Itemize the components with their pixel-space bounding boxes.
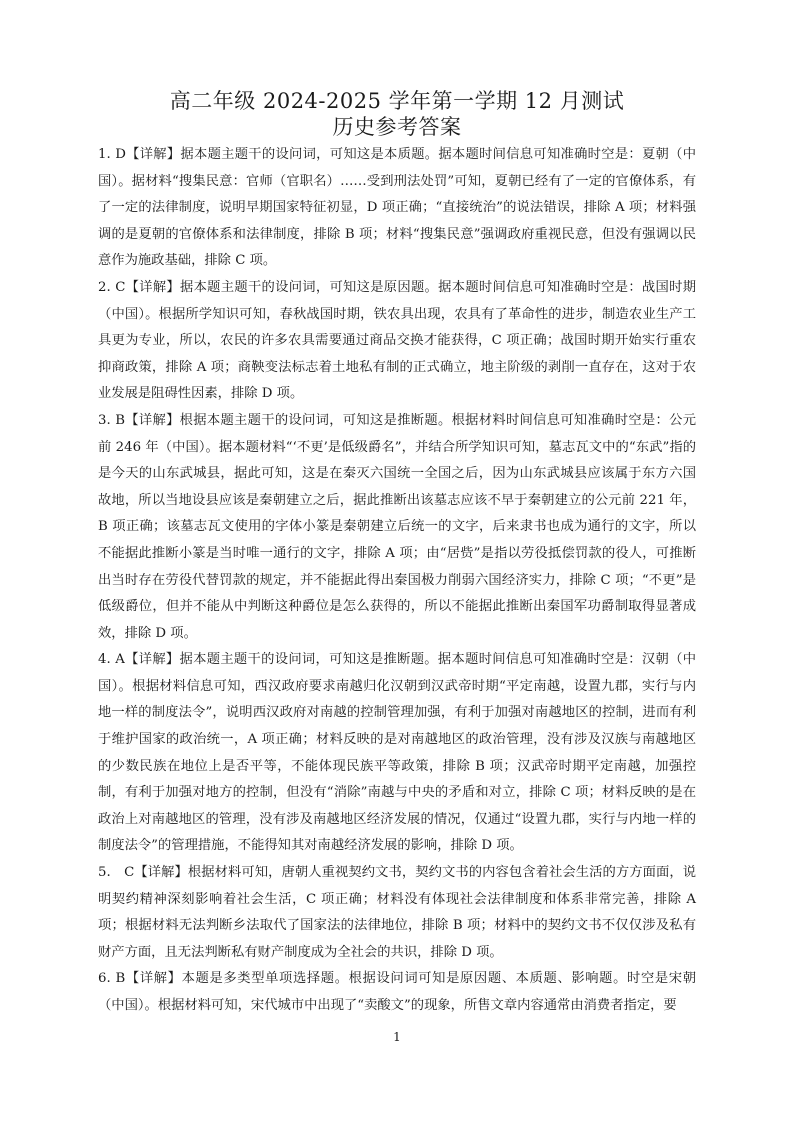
- answer-item-3: 3. B【详解】根据本题主题干的设问词，可知这是推断题。根据材料时间信息可知准确时空是：公元前 246 年（中国）。据本题材料“‘不更’是低级爵名”，并结合所学知识可知，墓志瓦文中的“东武”指的是今天的山东武城县，据此可知，这是在秦灭六国统一全国之后，因为山东武城县应该属于东方六国故地，所以当地设县应该是秦朝建立之后，据此推断出该墓志应该不早于秦朝建立的公元前 221 年，B 项正确；该墓志瓦文使用的字体小篆是秦朝建立后统一的文字，后来隶书也成为通行的文字，所以不能据此推断小篆是当时唯一通行的文字，排除 A 项；由“居赀”是指以劳役抵偿罚款的役人，可推断出当时存在劳役代替罚款的规定，并不能据此得出秦国极力削弱六国经济实力，排除 C 项；“不更”是低级爵位，但并不能从中判断这种爵位是怎么获得的，所以不能据此推断出秦国军功爵制取得显著成效，排除 D 项。: [98, 412, 696, 641]
- document-subtitle: 历史参考答案: [332, 115, 462, 139]
- answer-item-5: 5. C【详解】根据材料可知，唐朝人重视契约文书，契约文书的内容包含着社会生活的方方面面，说明契约精神深刻影响着社会生活，C 项正确；材料没有体现社会法律制度和体系非常完善，排除 A 项；根据材料无法判断乡法取代了国家法的法律地位，排除 B 项；材料中的契约文书不仅仅涉及私有财产方面，且无法判断私有财产制度成为全社会的共识，排除 D 项。: [98, 865, 696, 960]
- page-number: 1: [393, 1030, 401, 1044]
- answer-item-2: 2. C【详解】据本题主题干的设问词，可知这是原因题。据本题时间信息可知准确时空是：战国时期（中国）。根据所学知识可知，春秋战国时期，铁农具出现，农具有了革命性的进步，制造农业生产工具更为专业，所以，农民的许多农具需要通过商品交换才能获得，C 项正确；战国时期开始实行重农抑商政策，排除 A 项；商鞅变法标志着土地私有制的正式确立，地主阶级的剥削一直存在，这对于农业发展是阻碍性因素，排除 D 项。: [98, 279, 696, 402]
- answer-item-4: 4. A【详解】据本题主题干的设问词，可知这是推断题。据本题时间信息可知准确时空是：汉朝（中国）。根据材料信息可知，西汉政府要求南越归化汉朝到汉武帝时期“平定南越，设置九郡，实行与内地一样的制度法令”，说明西汉政府对南越的控制管理加强，有利于加强对南越地区的控制，进而有利于维护国家的政治统一，A 项正确；材料反映的是对南越地区的政治管理，没有涉及汉族与南越地区的少数民族在地位上是否平等，不能体现民族平等政策，排除 B 项；汉武帝时期平定南越，加强控制，有利于加强对地方的控制，但没有“消除”南越与中央的矛盾和对立，排除 C 项；材料反映的是在政治上对南越地区的管理，没有涉及南越地区经济发展的情况，仅通过“设置九郡，实行与内地一样的制度法令”的管理措施，不能得知其对南越经济发展的影响，排除 D 项。: [98, 652, 696, 854]
- answer-item-1: 1. D【详解】据本题主题干的设问词，可知这是本质题。据本题时间信息可知准确时空是：夏朝（中国）。据材料“搜集民意：官师（官职名）……受到刑法处罚”可知，夏朝已经有了一定的官僚体系，有了一定的法律制度，说明早期国家特征初显，D 项正确；“直接统治”的说法错误，排除 A 项；材料强调的是夏朝的官僚体系和法律制度，排除 B 项；材料“搜集民意”强调政府重视民意，但没有强调以民意作为施政基础，排除 C 项。: [98, 147, 696, 269]
- answer-list: [98, 142, 696, 1020]
- answer-item-6: 6. B【详解】本题是多类型单项选择题。根据设问词可知是原因题、本质题、影响题。时空是宋朝（中国）。根据材料可知，宋代城市中出现了“卖酸文”的现象，所售文章内容通常由消费者指定，要: [98, 971, 696, 1013]
- document-title: 高二年级 2024-2025 学年第一学期 12 月测试: [169, 89, 625, 113]
